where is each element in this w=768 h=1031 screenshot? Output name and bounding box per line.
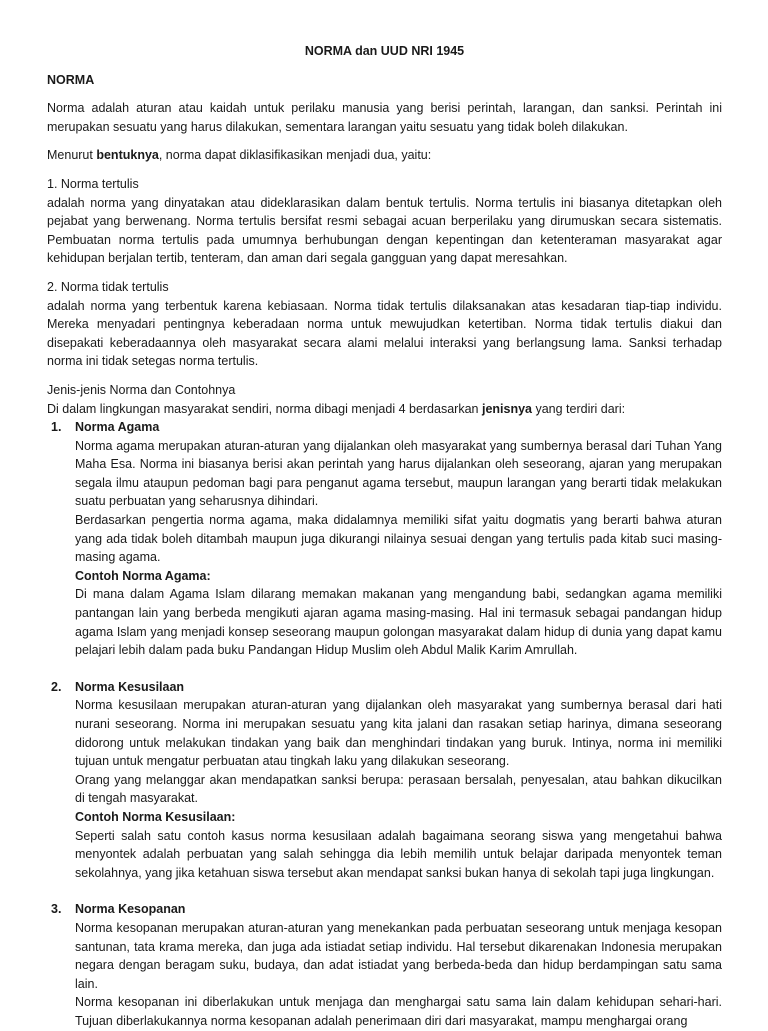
form-intro-text-end: , norma dapat diklasifikasikan menjadi dua, yaitu: [158, 148, 432, 163]
list-item-paragraph: Norma agama merupakan aturan-aturan yang dijalankan oleh masyarakat yang sumbernya berasal dari Tuhan Yang Maha Esa. Norma ini biasanya berisi akan perintah yang harus dijalankan oleh seseorang, ajaran yang merupakan segala ilmu ataupun pedoman bagi para penganut agama tersebut, maupun larangan yang berarti tidak melakukan suatu perbuatan yang seharusnya dihindari. [75, 438, 722, 509]
list-item-number: 3. [51, 902, 62, 917]
example-title: Contoh Norma Kesusilaan: [75, 809, 236, 824]
form-intro-text: Menurut [47, 148, 97, 163]
list-item-norma-agama [47, 418, 722, 678]
document-title: NORMA dan UUD NRI 1945 [304, 44, 465, 58]
example-paragraph: Di mana dalam Agama Islam dilarang memakan makanan yang mengandung babi, sedangkan agama memiliki pantangan lain yang berbeda mengikuti ajaran agama masing-masing. Hal ini termasuk sebagai pandangan hidup agama Islam yang menjadi konsep seseorang maupun golongan masyarakat dalam hidup di dunia yang dapat kamu pelajari lebih dalam pada buku Pandangan Hidup Muslim oleh Abdul Malik Karim Amrullah. [75, 587, 722, 658]
section-heading: NORMA [47, 72, 95, 87]
types-intro-paragraph [47, 400, 722, 419]
list-item-title: Norma Kesopanan [75, 902, 186, 917]
list-item-title: Norma Kesusilaan [75, 679, 185, 694]
form-intro-keyword: bentuknya [96, 148, 159, 163]
example-title: Contoh Norma Agama: [75, 568, 211, 583]
example-paragraph: Seperti salah satu contoh kasus norma kesusilaan adalah bagaimana seorang siswa yang mengetahui bahwa menyontek adalah perbuatan yang salah sehingga dia lebih memilih untuk belajar daripada menyontek teman sekolahnya, yang jika ketahuan siswa tersebut akan mendapat sanksi bukan hanya di sekolah tapi juga lingkungan. [75, 828, 722, 880]
list-item-paragraph: Norma kesopanan merupakan aturan-aturan yang menekankan pada perbuatan seseorang untuk menjaga kesopan santunan, tata krama mereka, dan juga ada istiadat setiap individu. Hal tersebut dikarenakan Indonesia merupakan negara dengan beragam suku, budaya, dan adat istiadat yang berbeda-beda dan hidup berdampingan satu sama lain. [75, 920, 722, 991]
list-item-paragraph: Norma kesusilaan merupakan aturan-aturan yang dijalankan oleh masyarakat yang sumbernya berasal dari hati nurani seseorang. Norma ini merupakan sesuatu yang kita jalani dan rasakan setiap harinya, dimana seseorang didorong untuk melakukan tindakan yang baik dan menghindari tindakan yang buruk. Intinya, norma ini memiliki tujuan untuk mengatur perbuatan atau tingkah laku yang dilakukan seseorang. [75, 698, 722, 769]
list-item-number: 1. [51, 420, 62, 435]
list-item-number: 2. [51, 679, 62, 694]
written-norm-text: adalah norma yang dinyatakan atau dideklarasikan dalam bentuk tertulis. Norma tertulis ini biasanya ditetapkan oleh pejabat yang berwenang. Norma tertulis bersifat resmi sebagai acuan berperilaku yang dirumuskan secara sistematis. Pembuatan norma tertulis pada umumnya berhubungan dengan kepentingan dan ketenteraman masyarakat agar kehidupan berjalan tertib, tenteram, dan aman dari segala gangguan yang dapat meresahkan. [47, 195, 722, 266]
list-item-paragraph: Berdasarkan pengertia norma agama, maka didalamnya memiliki sifat yaitu dogmatis yang berarti bahwa aturan yang ada tidak boleh ditambah maupun juga dikurangi nilainya sesuai dengan yang tertulis pada kitab suci masing-masing agama. [75, 513, 722, 565]
types-heading: Jenis-jenis Norma dan Contohnya [47, 382, 236, 397]
list-spacer [75, 660, 722, 678]
written-norm-heading: 1. Norma tertulis [47, 176, 139, 191]
list-item-norma-kesusilaan [47, 678, 722, 901]
intro-paragraph: Norma adalah aturan atau kaidah untuk perilaku manusia yang berisi perintah, larangan, dan sanksi. Perintah ini merupakan sesuatu yang harus dilakukan, sementara larangan yaitu sesuatu yang tidak boleh dilakukan. [47, 101, 722, 134]
unwritten-norm-text: adalah norma yang terbentuk karena kebiasaan. Norma tidak tertulis dilaksanakan atas kesadaran tiap-tiap individu. Mereka menyadari pentingnya keberadaan norma untuk mewujudkan ketertiban. Norma tidak tertulis diakui dan disepakati keberadaannya oleh masyarakat secara alami melalui interaksi yang berlangsung lama. Sanksi terhadap norma ini tidak setegas norma tertulis. [47, 298, 722, 369]
list-item-norma-kesopanan [47, 900, 722, 1030]
types-intro-keyword: jenisnya [481, 401, 532, 416]
list-spacer [75, 882, 722, 900]
form-intro-paragraph [47, 146, 722, 165]
norm-types-list [47, 418, 722, 1030]
list-item-title: Norma Agama [75, 420, 160, 435]
types-intro-text-end: yang terdiri dari: [532, 401, 626, 416]
list-item-paragraph: Orang yang melanggar akan mendapatkan sanksi berupa: perasaan bersalah, penyesalan, atau bahkan dikucilkan di tengah masyarakat. [75, 772, 722, 806]
list-item-paragraph: Norma kesopanan ini diberlakukan untuk menjaga dan menghargai satu sama lain dalam kehidupan sehari-hari. Tujuan diberlakukannya norma kesopanan adalah penerimaan diri dari masyarakat, mampu menghargai orang [75, 995, 722, 1028]
types-intro-text: Di dalam lingkungan masyarakat sendiri, norma dibagi menjadi 4 berdasarkan [47, 401, 482, 416]
unwritten-norm-heading: 2. Norma tidak tertulis [47, 279, 169, 294]
